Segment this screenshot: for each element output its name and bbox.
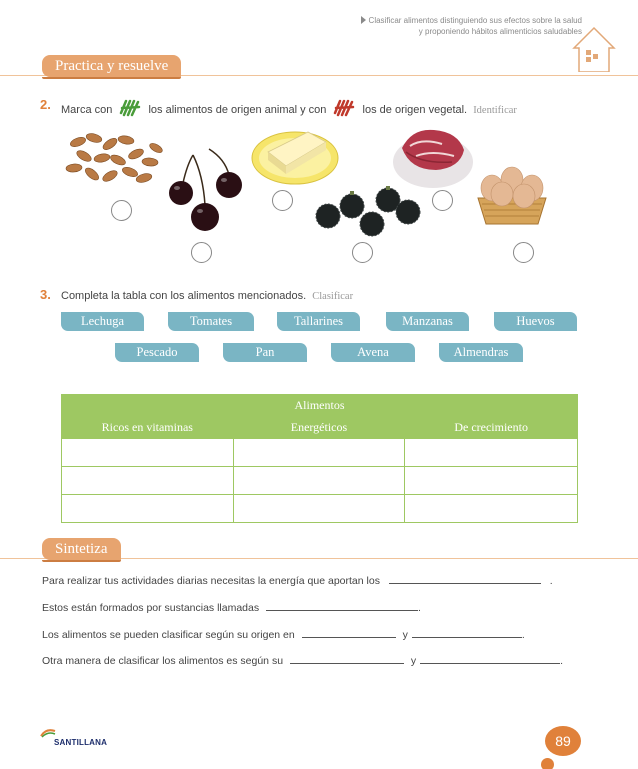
eggs-basket-image [472,158,552,228]
q3-text: Completa la tabla con los alimentos mencionados. [61,290,307,302]
column-ricos-en-vitaminas: Ricos en vitaminas [62,417,234,439]
question-3-text [61,290,353,302]
table-cell[interactable] [62,467,234,495]
sintetiza-line-3 [42,628,525,641]
line4-end: . [560,655,564,667]
header-line-2: y proponiendo hábitos alimenticios saludables [418,27,582,36]
table-cell[interactable] [233,439,405,467]
classification-table [61,394,578,523]
table-row [62,495,578,523]
header-line-1: Clasificar alimentos distinguiendo sus efectos sobre la salud [368,16,582,25]
food-pill-manzanas: Manzanas [386,312,469,331]
table-cell[interactable] [405,467,578,495]
answer-circle-meat[interactable] [432,190,453,211]
food-pill-pescado: Pescado [115,343,199,362]
line4-mid: y [410,655,417,667]
food-pill-almendras: Almendras [439,343,523,362]
house-icon [572,26,616,72]
q2-text-a: Marca con [61,104,113,116]
table-cell[interactable] [233,467,405,495]
line3-end: . [521,629,525,641]
blackberries-image [312,182,424,242]
table-cell[interactable] [405,495,578,523]
butter-image [250,118,340,186]
table-row [62,439,578,467]
food-pill-huevos: Huevos [494,312,577,331]
column-de-crecimiento: De crecimiento [405,417,578,439]
question-3-number: 3. [40,287,51,302]
blank-4a[interactable] [290,654,404,664]
answer-circle-eggs[interactable] [513,242,534,263]
red-scribble-icon [333,99,355,117]
publisher-logo: SANTILLANA [54,738,108,747]
answer-circle-almonds[interactable] [111,200,132,221]
blank-3b[interactable] [412,628,522,638]
line3-mid: y [402,629,408,641]
almonds-image [64,128,164,190]
answer-circle-cherries[interactable] [191,242,212,263]
triangle-bullet-icon [361,16,366,24]
food-pill-pan: Pan [223,343,307,362]
header-objective [342,15,582,37]
green-scribble-icon [119,99,141,117]
sintetiza-line-4 [42,654,563,667]
sintetiza-line-2 [42,601,421,614]
meat-image [392,118,474,190]
cherries-image [165,145,245,237]
food-pill-avena: Avena [331,343,415,362]
line3-text: Los alimentos se pueden clasificar según su origen en [42,629,295,641]
q2-skill: Identificar [473,105,517,116]
line2-end: . [418,602,421,614]
blank-2[interactable] [266,601,418,611]
line1-text: Para realizar tus actividades diarias necesitas la energía que aportan los [42,575,380,587]
answer-circle-blackberries[interactable] [352,242,373,263]
q2-text-b: los alimentos de origen animal y con [148,104,327,116]
table-title: Alimentos [62,395,578,417]
q3-skill: Clasificar [312,291,354,302]
line4-text: Otra manera de clasificar los alimentos es según su [42,655,284,667]
santillana-logo-icon [40,728,56,738]
sintetiza-tab: Sintetiza [42,538,121,560]
table-cell[interactable] [62,495,234,523]
answer-circle-butter[interactable] [272,190,293,211]
table-row [62,467,578,495]
food-pill-tomates: Tomates [168,312,254,331]
table-cell[interactable] [233,495,405,523]
question-2-number: 2. [40,97,51,112]
q2-text-c: los de origen vegetal. [362,104,468,116]
sintetiza-line-1 [42,574,553,587]
page-number-dot [541,758,554,769]
question-2-text [61,99,517,117]
table-cell[interactable] [62,439,234,467]
food-pill-lechuga: Lechuga [61,312,144,331]
table-cell[interactable] [405,439,578,467]
blank-4b[interactable] [420,654,560,664]
food-pill-tallarines: Tallarines [277,312,360,331]
line2-text: Estos están formados por sustancias llamadas [42,602,260,614]
blank-1[interactable] [389,574,541,584]
column-energeticos: Energéticos [233,417,405,439]
page-number: 89 [545,726,581,756]
page-header [0,0,638,46]
blank-3a[interactable] [302,628,396,638]
line1-end: . [549,575,553,587]
practica-tab: Practica y resuelve [42,55,181,77]
